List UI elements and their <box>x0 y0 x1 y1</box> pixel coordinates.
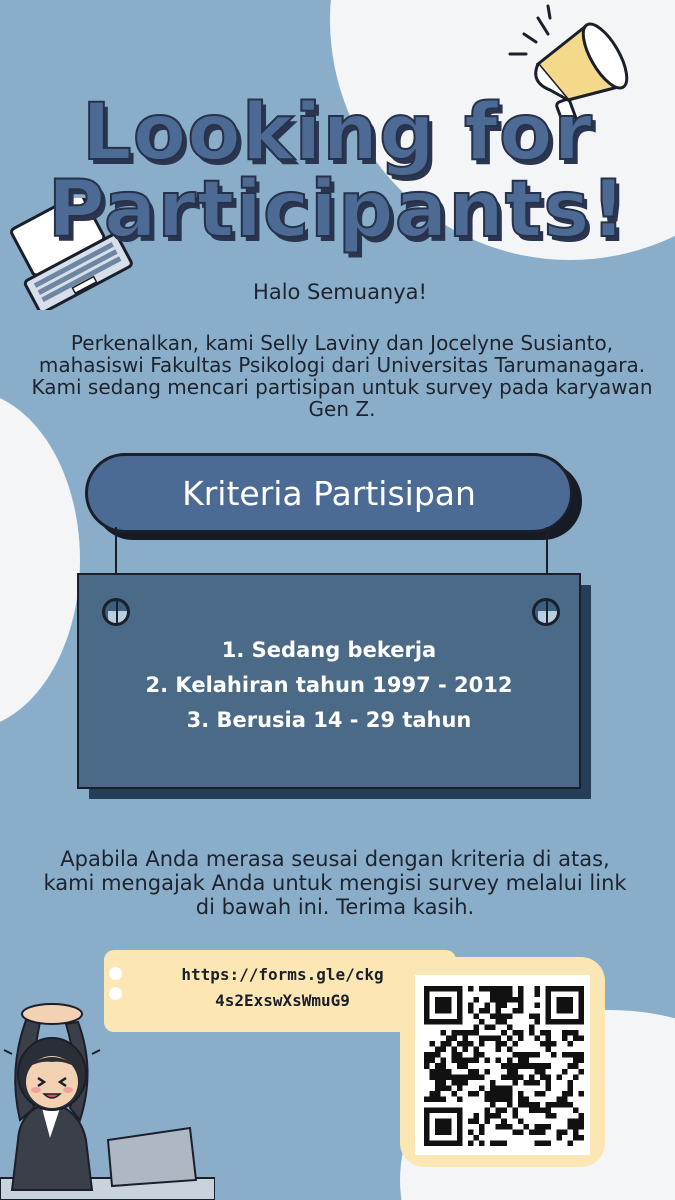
criteria-list <box>77 633 581 738</box>
criteria-item: 1. Sedang bekerja <box>221 638 437 662</box>
qr-code-icon[interactable] <box>424 986 584 1146</box>
intro-text: Perkenalkan, kami Selly Laviny dan Jocelyne Susianto, mahasiswi Fakultas Psikologi dari Universitas Tarumanagara. Kami sedang mencari partisipan untuk survey pada karyawan Gen Z. <box>31 331 653 421</box>
decorative-dot <box>109 967 122 980</box>
survey-link-line-2[interactable]: 4s2ExswXsWmuG9 <box>215 991 350 1010</box>
survey-link-line-1[interactable]: https://forms.gle/ckg <box>181 965 384 984</box>
greeting-text: Halo Semuanya! <box>253 280 427 304</box>
stretching-person-illustration <box>0 990 215 1200</box>
pin-right-icon <box>532 598 560 626</box>
background-blob-left <box>0 390 80 730</box>
pin-left-icon <box>102 598 130 626</box>
title-line-1: Looking for <box>82 88 593 178</box>
criteria-item: 3. Berusia 14 - 29 tahun <box>186 708 472 732</box>
criteria-item: 2. Kelahiran tahun 1997 - 2012 <box>145 673 513 697</box>
criteria-header <box>85 453 573 533</box>
title-line-2: Participants! <box>47 165 628 255</box>
closing-text: Apabila Anda merasa seusai dengan kriteria di atas, kami mengajak Anda untuk mengisi survey melalui link di bawah ini. Terima kasih. <box>43 847 627 919</box>
criteria-title: Kriteria Partisipan <box>182 473 476 513</box>
